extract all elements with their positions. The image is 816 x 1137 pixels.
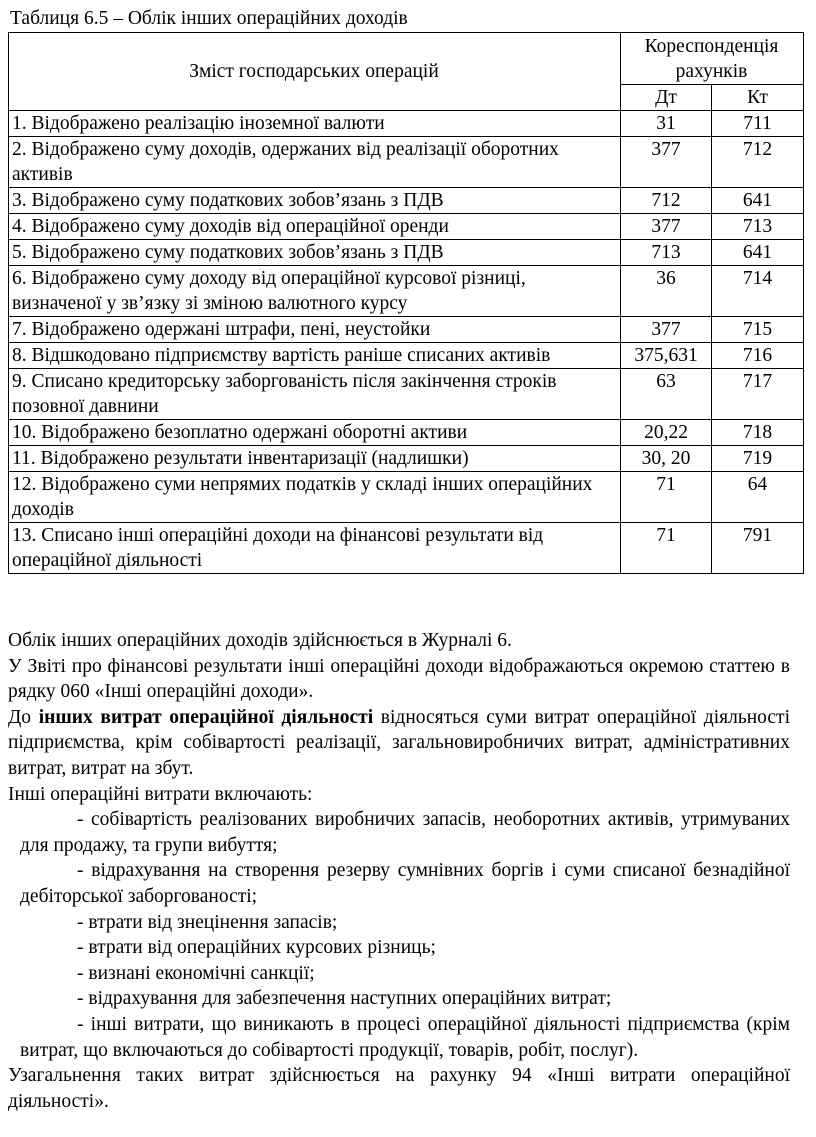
row-text: 13. Списано інші операційні доходи на фінансові результати від операційної діяльності	[9, 523, 621, 574]
definition-rest: відносяться суми витрат операційної діяльності підприємства, крім собівартості реалізації, загальновиробничих витрат, адміністративних витрат, витрат на збут.	[8, 706, 790, 779]
header-operations: Зміст господарських операцій	[9, 33, 621, 111]
row-kt: 791	[712, 523, 804, 574]
row-dt: 30, 20	[621, 446, 712, 472]
row-kt: 719	[712, 446, 804, 472]
row-text: 7. Відображено одержані штрафи, пені, неустойки	[9, 317, 621, 343]
row-dt: 71	[621, 472, 712, 523]
row-kt: 64	[712, 472, 804, 523]
table-row	[9, 317, 804, 343]
row-dt: 377	[621, 317, 712, 343]
list-item: - визнані економічні санкції;	[77, 962, 315, 984]
table-row	[9, 240, 804, 266]
row-text: 12. Відображено суми непрямих податків у складі інших операційних доходів	[9, 472, 621, 523]
row-dt: 31	[621, 111, 712, 137]
row-dt: 20,22	[621, 420, 712, 446]
row-kt: 714	[712, 266, 804, 317]
row-text: 5. Відображено суму податкових зобов’язань з ПДВ	[9, 240, 621, 266]
row-kt: 713	[712, 214, 804, 240]
header-correspondence: Кореспонденція рахунків	[621, 33, 804, 85]
row-dt: 375,631	[621, 343, 712, 369]
row-dt: 713	[621, 240, 712, 266]
row-text: 3. Відображено суму податкових зобов’язань з ПДВ	[9, 188, 621, 214]
table-row	[9, 137, 804, 188]
row-text: 4. Відображено суму доходів від операційної оренди	[9, 214, 621, 240]
table-row	[9, 420, 804, 446]
paragraph-summary: Узагальнення таких витрат здійснюється на рахунку 94 «Інші витрати операційної діяльності».	[8, 1065, 790, 1112]
paragraph-journal: Облік інших операційних доходів здійснюється в Журналі 6.	[8, 630, 512, 651]
list-item: - втрати від знецінення запасів;	[77, 911, 338, 933]
table-row	[9, 446, 804, 472]
row-kt: 715	[712, 317, 804, 343]
row-kt: 641	[712, 188, 804, 214]
definition-term: інших витрат операційної діяльності	[38, 706, 374, 728]
row-dt: 63	[621, 369, 712, 420]
body-text	[8, 628, 790, 1114]
row-dt: 36	[621, 266, 712, 317]
table-row	[9, 472, 804, 523]
accounting-table	[8, 32, 804, 574]
row-kt: 711	[712, 111, 804, 137]
header-kt: Кт	[712, 85, 804, 111]
row-text: 10. Відображено безоплатно одержані оборотні активи	[9, 420, 621, 446]
row-dt: 377	[621, 137, 712, 188]
list-item: - собівартість реалізованих виробничих запасів, необоротних активів, утримуваних для продажу, та групи вибуття;	[20, 809, 790, 856]
list-item: - втрати від операційних курсових різниць;	[77, 937, 436, 959]
paragraph-report: У Звіті про фінансові результати інші операційні доходи відображаються окремою статтею в рядку 060 «Інші операційні доходи».	[8, 655, 790, 703]
row-text: 9. Списано кредиторську заборгованість після закінчення строків позовної давнини	[9, 369, 621, 420]
list-item: - відрахування на створення резерву сумнівних боргів і суми списаної безнадійної дебіторської заборгованості;	[20, 860, 790, 907]
table-row	[9, 188, 804, 214]
row-kt: 718	[712, 420, 804, 446]
row-dt: 377	[621, 214, 712, 240]
row-kt: 712	[712, 137, 804, 188]
header-dt: Дт	[621, 85, 712, 111]
row-kt: 717	[712, 369, 804, 420]
row-text: 1. Відображено реалізацію іноземної валюти	[9, 111, 621, 137]
table-row	[9, 214, 804, 240]
table-row	[9, 343, 804, 369]
list-item: - інші витрати, що виникають в процесі операційної діяльності підприємства (крім витрат, що включаються до собівартості продукції, товарів, робіт, послуг).	[20, 1013, 790, 1061]
table-row	[9, 111, 804, 137]
table-row	[9, 369, 804, 420]
table-row	[9, 523, 804, 574]
paragraph-includes: Інші операційні витрати включають:	[8, 783, 313, 805]
row-text: 2. Відображено суму доходів, одержаних від реалізації оборотних активів	[9, 137, 621, 188]
row-text: 11. Відображено результати інвентаризації (надлишки)	[9, 446, 621, 472]
row-dt: 71	[621, 523, 712, 574]
row-text: 8. Відшкодовано підприємству вартість раніше списаних активів	[9, 343, 621, 369]
row-kt: 641	[712, 240, 804, 266]
row-dt: 712	[621, 188, 712, 214]
paragraph-definition	[8, 705, 790, 782]
table-row	[9, 266, 804, 317]
definition-start: До	[8, 706, 39, 728]
table-caption: Таблиця 6.5 – Облік інших операційних доходів	[10, 8, 408, 29]
list-item: - відрахування для забезпечення наступних операційних витрат;	[77, 988, 612, 1010]
row-kt: 716	[712, 343, 804, 369]
row-text: 6. Відображено суму доходу від операційної курсової різниці, визначеної у зв’язку зі зміною валютного курсу	[9, 266, 621, 317]
